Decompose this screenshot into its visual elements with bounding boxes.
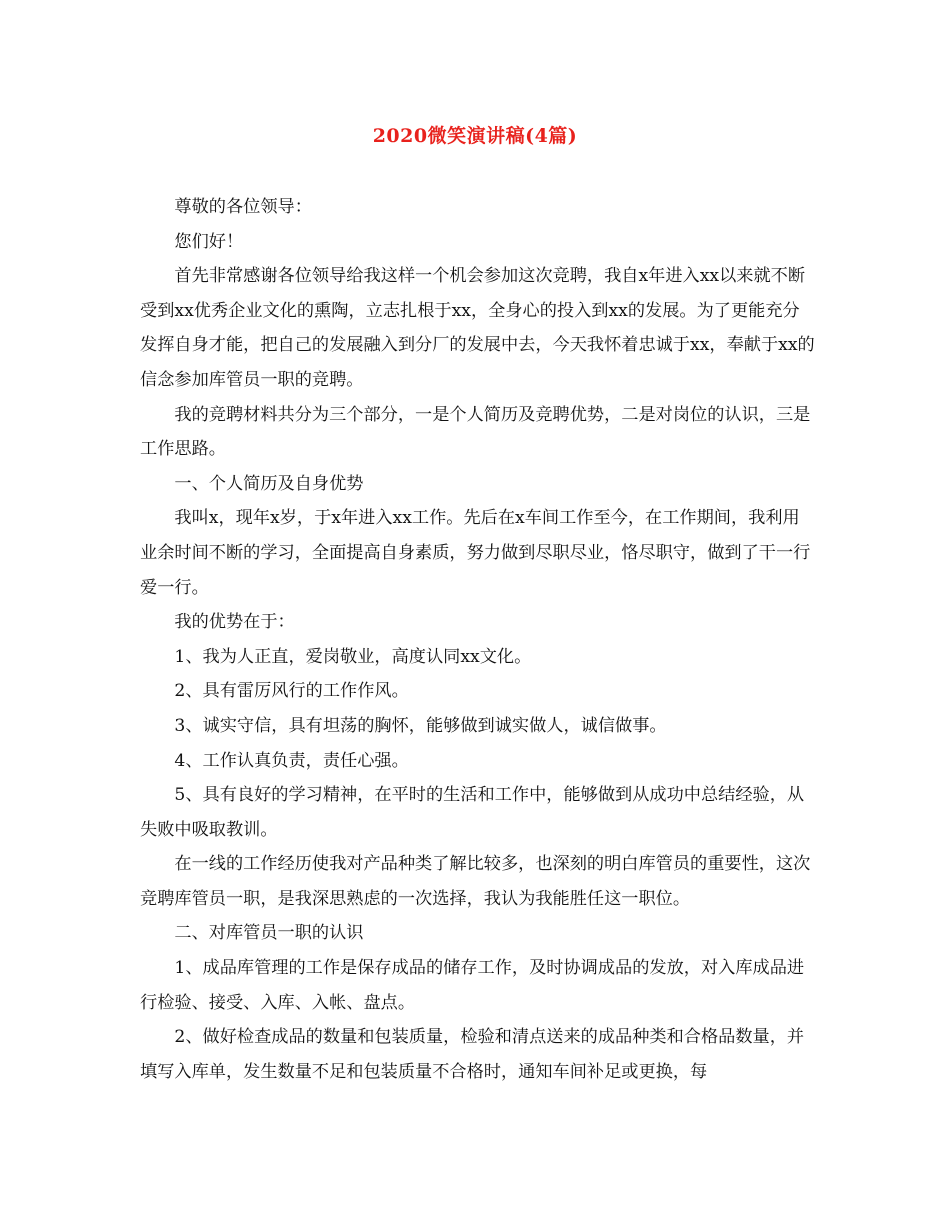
document-title: 2020微笑演讲稿(4篇) [372,125,578,147]
paragraph-intro: 首先非常感谢各位领导给我这样一个机会参加这次竞聘，我自x年进入xx以来就不断受到xx优秀企业文化的熏陶，立志扎根于xx，全身心的投入到xx的发展。为了更能充分发挥自身才能，把自己的发展融入到分厂的发展中去，今天我怀着忠诚于xx，奉献于xx的信念参加库管员一职的竞聘。 [140,266,815,390]
document-body [140,190,816,1089]
paragraph-self-intro: 我叫x，现年x岁，于x年进入xx工作。先后在x车间工作至今，在工作期间，我利用业余时间不断的学习，全面提高自身素质，努力做到尽职尽业，恪尽职守，做到了干一行爱一行。 [140,508,811,598]
advantages-heading: 我的优势在于： [174,612,295,633]
advantage-item: 4、工作认真负责，责任心强。 [174,750,409,771]
role-item: 1、成品库管理的工作是保存成品的储存工作，及时协调成品的发放，对入库成品进行检验、接受、入库、入帐、盘点。 [140,958,805,1013]
section-heading-resume: 一、个人简历及自身优势 [174,473,364,494]
advantage-item: 3、诚实守信，具有坦荡的胸怀，能够做到诚实做人，诚信做事。 [174,715,667,736]
advantage-item: 5、具有良好的学习精神，在平时的生活和工作中，能够做到从成功中总结经验，从失败中吸取教训。 [140,785,805,840]
advantage-item: 2、具有雷厉风行的工作作风。 [174,681,409,702]
salutation: 尊敬的各位领导： [174,197,312,217]
paragraph-experience: 在一线的工作经历使我对产品种类了解比较多，也深刻的明白库管员的重要性，这次竞聘库管员一职，是我深思熟虑的一次选择，我认为我能胜任这一职位。 [140,854,811,909]
greeting: 您们好！ [174,231,244,252]
section-heading-role: 二、对库管员一职的认识 [174,923,364,944]
paragraph-outline: 我的竞聘材料共分为三个部分，一是个人简历及竞聘优势，二是对岗位的认识，三是工作思路。 [140,404,811,460]
role-item: 2、做好检查成品的数量和包装质量，检验和清点送来的成品种类和合格品数量，并填写入库单，发生数量不足和包装质量不合格时，通知车间补足或更换，每 [140,1027,805,1082]
advantage-item: 1、我为人正直，爱岗敬业，高度认同xx文化。 [174,646,532,667]
